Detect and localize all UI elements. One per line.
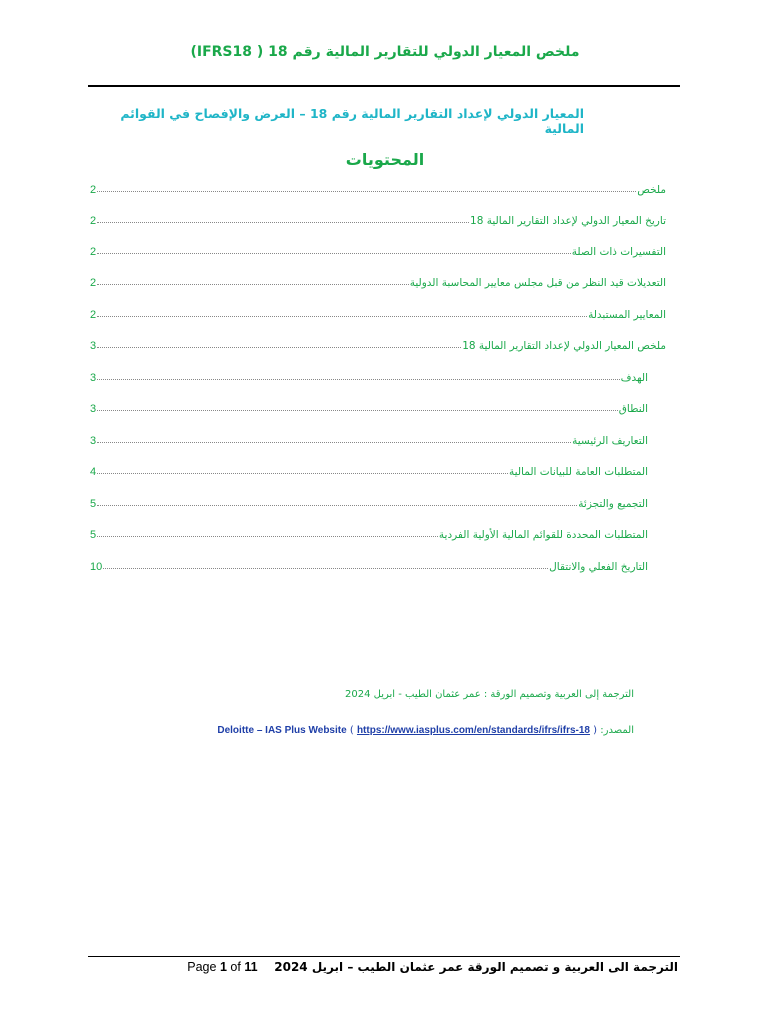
footer-credit: الترجمة الى العربية و تصميم الورقة عمر عثمان الطيب – ابريل 2024: [274, 960, 678, 974]
toc-dot-leader: [97, 442, 571, 443]
page-of: of: [230, 960, 241, 974]
toc-entry-title: التعاريف الرئيسية: [572, 435, 648, 447]
toc-entry-page: 10: [90, 561, 103, 573]
toc-entry-title: المعايير المستبدلة: [588, 309, 666, 321]
toc-entry-page: 5: [90, 529, 97, 541]
toc-entry-page: 3: [90, 403, 97, 415]
toc-entry[interactable]: [90, 431, 648, 447]
close-paren: ): [593, 725, 598, 736]
toc-entry[interactable]: [90, 557, 648, 573]
toc-entry[interactable]: [90, 462, 648, 478]
toc-entry[interactable]: [90, 180, 666, 196]
toc-entry-title: تاريخ المعيار الدولي لإعداد التقارير المالية 18: [470, 215, 666, 227]
toc-entry[interactable]: [90, 242, 666, 258]
toc-entry-title: المتطلبات العامة للبيانات المالية: [509, 466, 648, 478]
toc-entry-title: النطاق: [618, 403, 648, 415]
toc-entry-title: الهدف: [620, 372, 648, 384]
header-divider: [88, 85, 680, 87]
toc-entry-title: التاريخ الفعلي والانتقال: [549, 561, 648, 573]
footer-divider: [88, 956, 680, 957]
toc-dot-leader: [97, 347, 461, 348]
toc-entry-page: 2: [90, 215, 97, 227]
toc-entry-page: 3: [90, 340, 97, 352]
toc-entry[interactable]: [90, 273, 666, 289]
toc-entry-page: 2: [90, 277, 97, 289]
toc-dot-leader: [97, 536, 438, 537]
toc-entry-page: 3: [90, 435, 97, 447]
toc-dot-leader: [97, 253, 571, 254]
toc-dot-leader: [97, 505, 577, 506]
toc-entry[interactable]: [90, 368, 648, 384]
toc-entry-page: 5: [90, 498, 97, 510]
toc-dot-leader: [97, 222, 469, 223]
page-footer: [90, 960, 678, 974]
source-label: المصدر:: [600, 725, 634, 736]
toc-entry-page: 2: [90, 246, 97, 258]
toc-dot-leader: [97, 316, 587, 317]
toc-dot-leader: [97, 284, 409, 285]
toc-entry-page: 3: [90, 372, 97, 384]
page-header-title: ملخص المعيار الدولي للتقارير المالية رقم 18 ( IFRS18): [190, 44, 580, 60]
toc-dot-leader: [97, 473, 508, 474]
toc-dot-leader: [97, 191, 636, 192]
toc-entry[interactable]: [90, 525, 648, 541]
toc-entry[interactable]: [90, 211, 666, 227]
open-paren: (: [349, 725, 354, 736]
toc-entry[interactable]: [90, 336, 666, 352]
source-url-link[interactable]: https://www.iasplus.com/en/standards/ifrs/ifrs-18: [356, 725, 590, 736]
source-site: Deloitte – IAS Plus Website: [217, 725, 347, 736]
page-current: 1: [219, 960, 227, 974]
page-number: [187, 960, 257, 974]
toc-dot-leader: [97, 379, 620, 380]
toc-heading: المحتويات: [345, 150, 425, 169]
toc-entry[interactable]: [90, 305, 666, 321]
toc-entry-title: التفسيرات ذات الصلة: [571, 246, 666, 258]
toc-entry-title: المتطلبات المحددة للقوائم المالية الأولية الفردية: [438, 529, 648, 541]
toc-entry-page: 4: [90, 466, 97, 478]
document-title: المعيار الدولي لإعداد التقارير المالية رقم 18 – العرض والإفصاح في القوائم المالية: [120, 106, 584, 136]
toc-dot-leader: [97, 410, 618, 411]
translation-credit: الترجمة إلى العربية وتصميم الورقة : عمر عثمان الطيب - ابريل 2024: [345, 689, 634, 700]
toc-dot-leader: [103, 568, 548, 569]
toc-entry[interactable]: [90, 399, 648, 415]
toc-entry-page: 2: [90, 184, 97, 196]
page-total: 11: [244, 960, 258, 974]
page-word: Page: [187, 960, 217, 974]
toc-entry-title: ملخص المعيار الدولي لإعداد التقارير المالية 18: [462, 340, 666, 352]
toc-entry-title: ملخص: [637, 184, 666, 196]
toc-entry-title: التعديلات قيد النظر من قبل مجلس معايير المحاسبة الدولية: [409, 277, 666, 289]
toc-entry[interactable]: [90, 494, 648, 510]
toc-entry-page: 2: [90, 309, 97, 321]
source-line: [150, 725, 634, 736]
toc-entry-title: التجميع والتجزئة: [578, 498, 648, 510]
